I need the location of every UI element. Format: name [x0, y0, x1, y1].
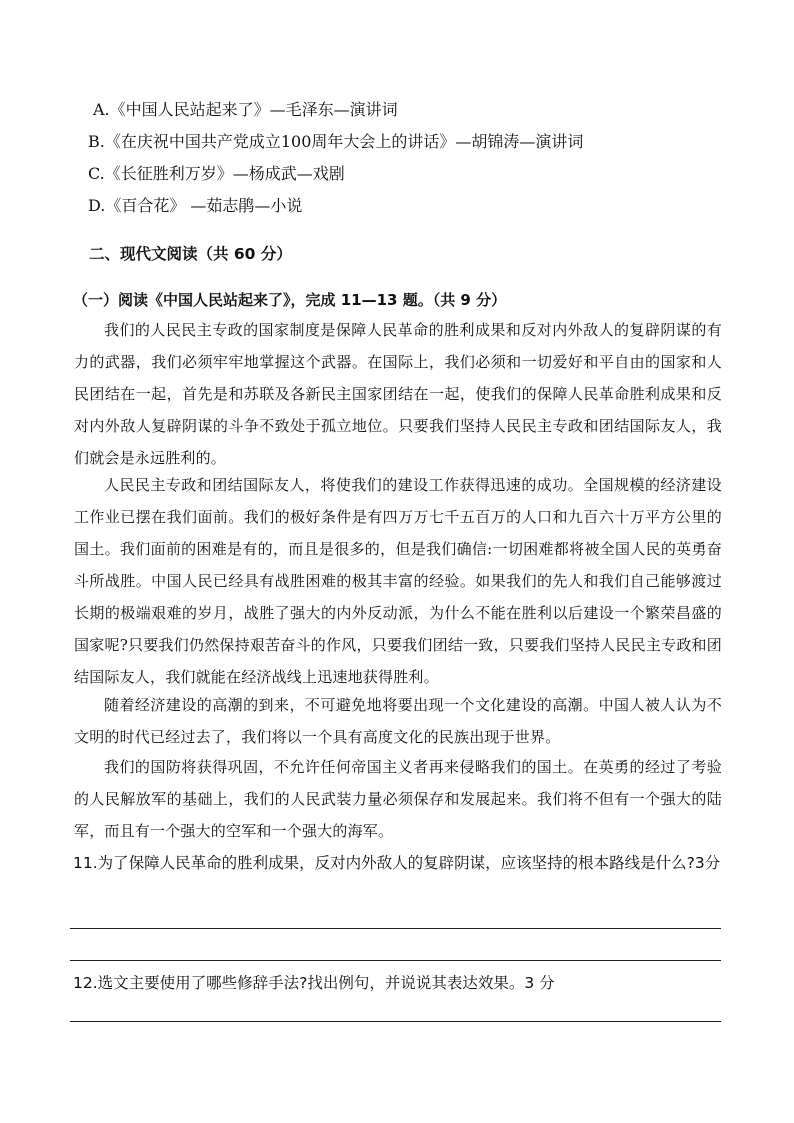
option-text: 《在庆祝中国共产党成立100周年大会上的讲话》—胡锦涛—演讲词	[104, 132, 584, 151]
section-title: 二、现代文阅读（共 60 分）	[89, 245, 292, 263]
passage-paragraph-1: 我们的人民民主专政的国家制度是保障人民革命的胜利成果和反对内外敌人的复辟阴谋的有力的武器，我们必须牢牢地掌握这个武器。在国际上，我们必须和一切爱好和平自由的国家和人民团结在一起，首先是和苏联及各新民主国家团结在一起，使我们的保障人民革命胜利成果和反对内外敌人复辟阴谋的斗争不致处于孤立地位。只要我们坚持人民民主专政和团结国际友人，我们就会是永远胜利的。	[74, 321, 722, 467]
option-a	[93, 100, 398, 120]
answer-line[interactable]	[70, 1021, 721, 1022]
passage-paragraph-2: 人民民主专政和团结国际友人，将使我们的建设工作获得迅速的成功。全国规模的经济建设工作业已摆在我们面前。我们的极好条件是有四万万七千五百万的人口和九百六十万平方公里的国土。我们面前的困难是有的，而且是很多的，但是我们确信:一切困难都将被全国人民的英勇奋斗所战胜。中国人民已经具有战胜困难的极其丰富的经验。如果我们的先人和我们自己能够渡过长期的极端艰难的岁月，战胜了强大的内外反动派，为什么不能在胜利以后建设一个繁荣昌盛的国家呢?只要我们仍然保持艰苦奋斗的作风，只要我们团结一致，只要我们坚持人民民主专政和团结国际友人，我们就能在经济战线上迅速地获得胜利。	[74, 476, 722, 686]
reading-subtitle: （一）阅读《中国人民站起来了》，完成 11—13 题。（共 9 分）	[73, 291, 507, 309]
passage-paragraph-4: 我们的国防将获得巩固，不允许任何帝国主义者再来侵略我们的国土。在英勇的经过了考验的人民解放军的基础上，我们的人民武装力量必须保存和发展起来。我们将不但有一个强大的陆军，而且有一个强大的空军和一个强大的海军。	[74, 758, 722, 840]
option-label: D.	[88, 196, 106, 215]
option-label: A.	[93, 100, 110, 119]
option-text: 《百合花》 —茹志鹃—小说	[105, 196, 303, 215]
answer-line[interactable]	[70, 960, 721, 961]
option-text: 《中国人民站起来了》—毛泽东—演讲词	[109, 100, 398, 119]
option-text: 《长征胜利万岁》—杨成武—戏剧	[104, 164, 345, 183]
option-d	[88, 196, 302, 216]
option-label: C.	[88, 164, 105, 183]
passage-paragraph-3: 随着经济建设的高潮的到来，不可避免地将要出现一个文化建设的高潮。中国人被人认为不文明的时代已经过去了，我们将以一个具有高度文化的民族出现于世界。	[74, 696, 722, 746]
option-c	[88, 164, 345, 184]
option-b	[88, 132, 583, 152]
answer-line[interactable]	[70, 928, 721, 929]
question-11: 11.为了保障人民革命的胜利成果，反对内外敌人的复辟阴谋，应该坚持的根本路线是什么?3分	[73, 854, 721, 872]
question-12: 12.选文主要使用了哪些修辞手法?找出例句，并说说其表达效果。3 分	[73, 974, 555, 992]
option-label: B.	[88, 132, 105, 151]
